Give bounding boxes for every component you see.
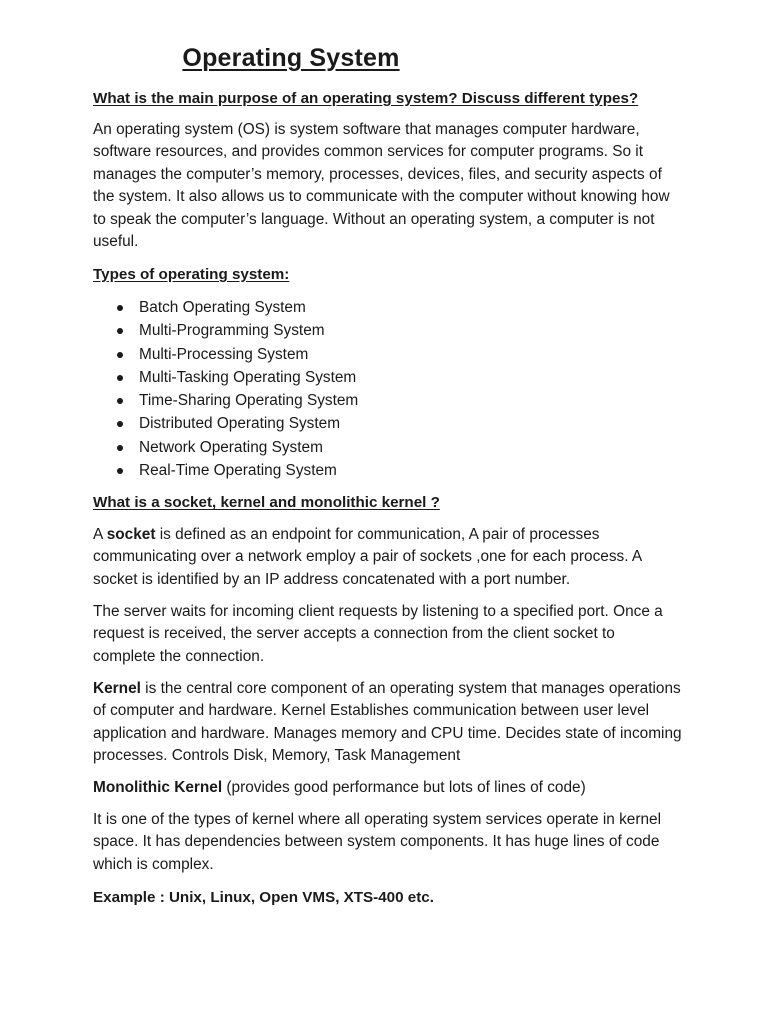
paragraph-server: The server waits for incoming client requests by listening to a specified port. Once a request is received, the server accepts a connection from the client socket to complete the connection. [93,603,663,665]
paragraph-monolithic: It is one of the types of kernel where all operating system services operate in kernel space. It has dependencies between system components. It has huge lines of code which is complex. [93,811,662,873]
bullet-icon [117,421,123,427]
paragraph-os-definition: An operating system (OS) is system software that manages computer hardware, software resources, and provides common services for computer programs. So it manages the computer’s memory, processes, devices, files, and security aspects of the system. It also allows us to communicate with the computer without knowing how to speak the computer’s language. Without an operating system, a computer is not useful. [93,121,670,251]
bullet-icon [117,352,123,358]
bullet-icon [117,305,123,311]
list-item: Time-Sharing Operating System [93,389,693,412]
bullet-icon [117,445,123,451]
term-monolithic-kernel: Monolithic Kernel [93,779,223,796]
list-item: Network Operating System [93,436,693,459]
example-line: Example : Unix, Linux, Open VMS, XTS-400 etc. [93,889,434,906]
bullet-icon [117,328,123,334]
paragraph-kernel: Kernel is the central core component of an operating system that manages operations of computer and hardware. Kernel Establishes communication between user level application and hardware. Manages memory and CPU time. Decides state of incoming processes. Controls Disk, Memory, Task Management [93,680,682,765]
section-heading-socket-kernel: What is a socket, kernel and monolithic kernel ? [93,494,440,511]
paragraph-monolithic-title: Monolithic Kernel (provides good performance but lots of lines of code) [93,779,586,796]
term-socket: socket [106,526,156,543]
bullet-icon [117,468,123,474]
list-item: Multi-Processing System [93,343,693,366]
document-title: Operating System [182,44,400,72]
list-item: Multi-Programming System [93,319,693,342]
section-heading-types: Types of operating system: [93,266,290,283]
list-item: Batch Operating System [93,296,693,319]
os-types-list [93,296,693,482]
term-kernel: Kernel [93,680,141,697]
paragraph-socket: A socket is defined as an endpoint for communication, A pair of processes communicating over a network employ a pair of sockets ,one for each process. A socket is identified by an IP address concatenated with a port number. [93,526,642,588]
bullet-icon [117,398,123,404]
list-item: Distributed Operating System [93,412,693,435]
section-heading-purpose: What is the main purpose of an operating system? Discuss different types? [93,90,639,107]
bullet-icon [117,375,123,381]
list-item: Real-Time Operating System [93,459,693,482]
list-item: Multi-Tasking Operating System [93,366,693,389]
